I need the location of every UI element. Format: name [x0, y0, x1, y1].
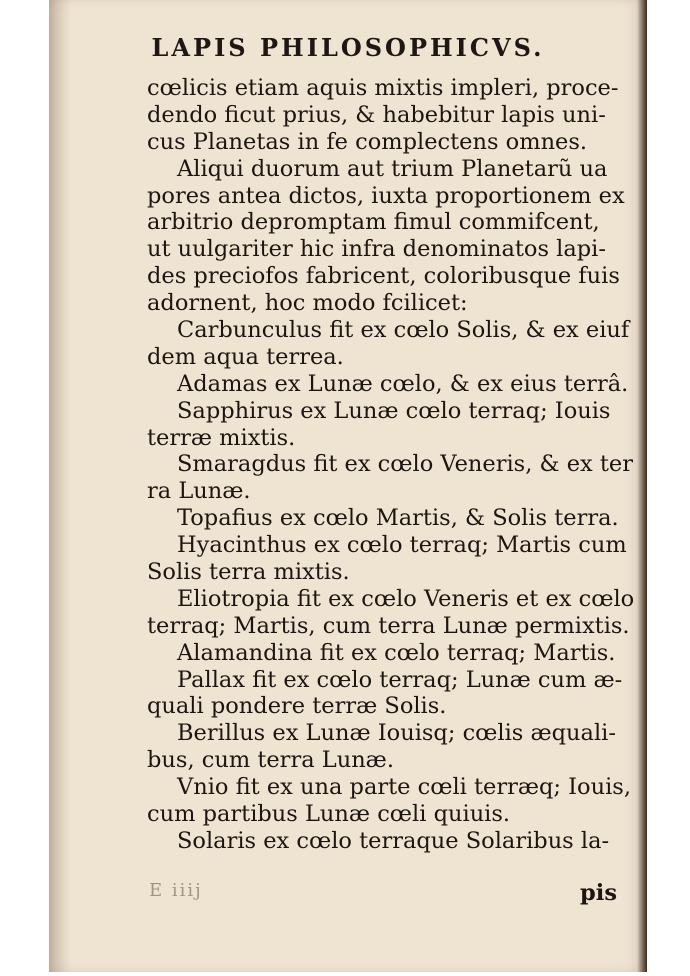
text-line: Alamandina fit ex cœlo terraq; Martis. — [177, 639, 616, 666]
text-line: Pallax fit ex cœlo terraq; Lunæ cum æ- — [177, 666, 623, 693]
text-line: Aliqui duorum aut trium Planetarũ ua — [177, 155, 608, 182]
text-line: Solis terra mixtis. — [147, 559, 350, 586]
text-line: Hyacinthus ex cœlo terraq; Martis cum — [177, 532, 627, 559]
text-line: cus Planetas in fe complectens omnes. — [147, 128, 588, 155]
text-line: Sapphirus ex Lunæ cœlo terraq; Iouis — [177, 397, 611, 424]
text-line: Berillus ex Lunæ Iouisq; cœlis æquali- — [177, 720, 616, 747]
text-line: ra Lunæ. — [147, 478, 251, 505]
text-line: terraq; Martis, cum terra Lunæ permixtis. — [147, 612, 630, 639]
text-line: bus, cum terra Lunæ. — [147, 747, 394, 774]
page-footer — [147, 878, 617, 908]
text-line: pores antea dictos, iuxta proportionem ex — [147, 182, 625, 209]
text-line: Vnio fit ex una parte cœli terræq; Iouis, — [177, 774, 631, 801]
text-line: cœlicis etiam aquis mixtis impleri, proce- — [147, 75, 619, 101]
book-page — [49, 0, 647, 972]
text-line: Topafius ex cœlo Martis, & Solis terra. — [177, 505, 619, 532]
text-line: dendo ficut prius, & habebitur lapis uni- — [147, 101, 606, 128]
text-line: Carbunculus fit ex cœlo Solis, & ex eiuf — [177, 317, 630, 344]
signature-mark: E iiij — [149, 880, 203, 901]
text-line: quali pondere terræ Solis. — [147, 693, 447, 720]
text-line: Adamas ex Lunæ cœlo, & ex eius terrâ. — [177, 370, 629, 397]
spine-shadow — [49, 0, 71, 972]
page-edge — [637, 0, 647, 972]
running-head: LAPIS PHILOSOPHICVS. — [151, 33, 545, 62]
text-line: des preciofos fabricent, coloribusque fuis — [147, 263, 620, 290]
text-line: adornent, hoc modo fcilicet: — [147, 290, 468, 317]
text-line: dem aqua terrea. — [147, 343, 344, 370]
text-line: Solaris ex cœlo terraque Solaribus la- — [177, 827, 610, 854]
text-line: arbitrio depromptam fimul commifcent, — [147, 209, 600, 236]
text-line: cum partibus Lunæ cœli quiuis. — [147, 801, 511, 828]
text-line: terræ mixtis. — [147, 424, 296, 451]
body-text — [147, 75, 635, 855]
text-line: Eliotropia fit ex cœlo Veneris et ex cœlo — [177, 585, 635, 612]
text-line: Smaragdus fit ex cœlo Veneris, & ex ter — [177, 451, 633, 478]
catchword: pis — [580, 880, 617, 906]
text-line: ut uulgariter hic infra denominatos lapi- — [147, 236, 606, 263]
